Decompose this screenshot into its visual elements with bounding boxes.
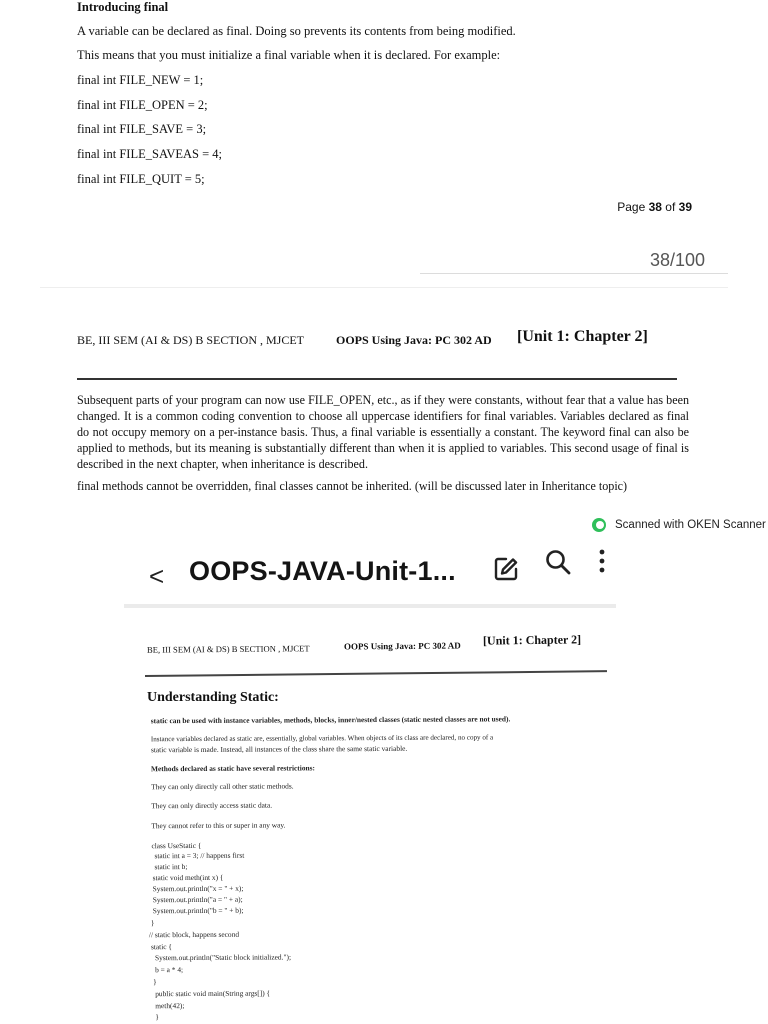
code-line: b = a * 4; <box>155 965 184 975</box>
code-line: // static block, happens second <box>148 929 240 940</box>
page-footer-total: 39 <box>678 200 692 214</box>
code-line: } <box>153 977 157 987</box>
code-line: class UseStatic { <box>151 840 202 851</box>
search-icon[interactable] <box>544 548 572 576</box>
scanned-header-left: BE, III SEM (AI & DS) B SECTION , MJCET <box>146 643 310 655</box>
scanner-watermark <box>592 518 766 532</box>
code-line: static int a = 3; // happens first <box>154 850 245 861</box>
code-line: } <box>155 1012 159 1022</box>
page-header-unit: [Unit 1: Chapter 2] <box>517 328 648 345</box>
back-button[interactable]: < <box>149 561 165 591</box>
oken-logo-icon <box>592 518 609 532</box>
page-header-course: OOPS Using Java: PC 302 AD <box>336 333 492 347</box>
code-line: System.out.println("x = " + x); <box>152 883 244 894</box>
code-line: static void meth(int x) { <box>152 872 224 883</box>
code-line: System.out.println("b = " + b); <box>152 905 244 916</box>
page-counter-divider <box>420 273 728 274</box>
body-line: This means that you must initialize a final variable when it is declared. For example: <box>77 48 501 62</box>
body-line: A variable can be declared as final. Doing so prevents its contents from being modified. <box>77 24 516 38</box>
page-footer-current: 38 <box>648 200 662 214</box>
understanding-static-heading: Understanding Static: <box>147 690 279 705</box>
section-heading-introducing-final: Introducing final <box>77 0 169 14</box>
page-counter: 38/100 <box>649 250 705 270</box>
page-footer-prefix: Page <box>617 200 649 214</box>
code-line: final int FILE_SAVEAS = 4; <box>77 147 223 161</box>
code-line: final int FILE_OPEN = 2; <box>77 98 208 112</box>
scanned-line: static variable is made. Instead, all instances of the class share the same static variable. <box>150 743 408 755</box>
code-line: static { <box>150 942 172 952</box>
scanned-line: Instance variables declared as static are, essentially, global variables. When objects of its class are declared, no copy of a <box>150 733 494 744</box>
more-vertical-icon[interactable] <box>597 548 607 576</box>
page-footer <box>0 200 692 214</box>
page-break-divider <box>40 287 728 288</box>
page-header-left: BE, III SEM (AI & DS) B SECTION , MJCET <box>77 333 304 347</box>
watermark-text: Scanned with OKEN Scanner <box>615 519 766 531</box>
document-title: OOPS-JAVA-Unit-1... <box>189 556 456 586</box>
code-line: final int FILE_QUIT = 5; <box>77 172 205 186</box>
scanned-line: static can be used with instance variables, methods, blocks, inner/nested classes (static nested classes are not used). <box>150 714 511 726</box>
scanned-line: Methods declared as static have several restrictions: <box>151 763 315 774</box>
code-line: static int b; <box>154 862 188 872</box>
code-line: System.out.println("a = " + a); <box>152 894 243 905</box>
header-rule <box>77 378 677 380</box>
scanned-line: They cannot refer to this or super in any way. <box>151 820 286 831</box>
page-footer-of: of <box>661 200 679 214</box>
scanned-line: They can only directly call other static methods. <box>151 781 294 792</box>
code-line: System.out.println("Static block initialized."); <box>154 952 292 963</box>
code-line: } <box>150 918 155 928</box>
scanned-header-course: OOPS Using Java: PC 302 AD <box>343 640 461 652</box>
scanned-line: They can only directly access static data. <box>151 800 273 811</box>
scanned-header-rule <box>145 670 607 676</box>
code-line: final int FILE_NEW = 1; <box>77 73 204 87</box>
final-paragraph: Subsequent parts of your program can now use FILE_OPEN, etc., as if they were constants, without fear that a value has been changed. It is a common coding convention to choose all uppercase identifiers for final variables. Variables declared as final do not occupy memory on a per-instance basis. Thus, a final variable is essentially a constant. The keyword final can also be applied to methods, but its meaning is substantially different than when it is applied to variables. This second usage of final is described in the next chapter, when inheritance is described. <box>77 393 689 471</box>
code-line: final int FILE_SAVE = 3; <box>77 122 207 136</box>
final-methods-line: final methods cannot be overridden, final classes cannot be inherited. (will be discussed later in Inheritance topic) <box>77 479 628 493</box>
edit-icon[interactable] <box>493 556 519 582</box>
app-toolbar-divider <box>124 604 616 608</box>
code-line: public static void main(String args[]) { <box>155 988 271 999</box>
code-line: meth(42); <box>155 1001 185 1011</box>
scanned-header-unit: [Unit 1: Chapter 2] <box>482 632 582 648</box>
